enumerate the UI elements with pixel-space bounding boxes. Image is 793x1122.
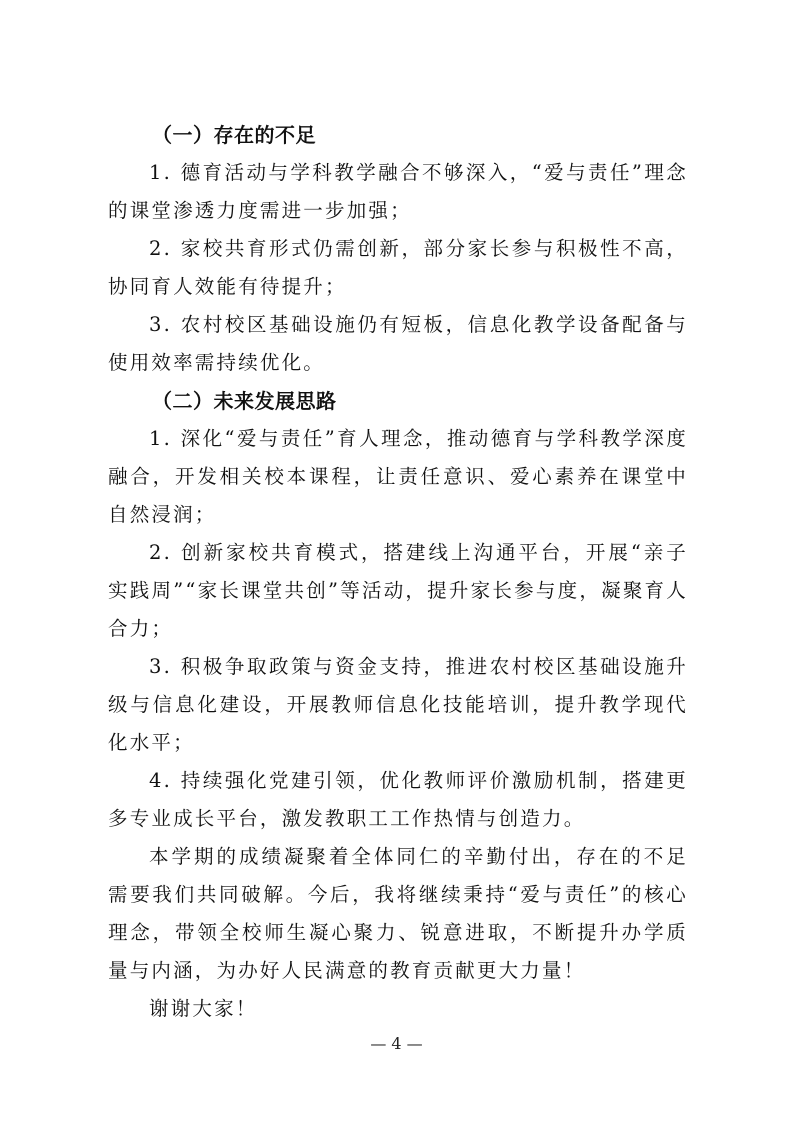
section-heading-shortcomings: （一）存在的不足 [152,123,316,147]
document-body [108,116,688,1028]
thanks-line: 谢谢大家！ [149,997,258,1020]
section-heading-future-plans: （二）未来发展思路 [152,389,337,413]
shortcoming-item-2: 2. 家校共育形式仍需创新，部分家长参与积极性不高，协同育人效能有待提升； [108,237,688,298]
plan-item-1: 1. 深化“爱与责任”育人理念，推动德育与学科教学深度融合，开发相关校本课程，让责任意识、爱心素养在课堂中自然浸润； [108,427,688,526]
plan-item-3: 3. 积极争取政策与资金支持，推进农村校区基础设施升级与信息化建设，开展教师信息化技能培训，提升教学现代化水平； [108,655,688,754]
closing-paragraph: 本学期的成绩凝聚着全体同仁的辛勤付出，存在的不足需要我们共同破解。今后，我将继续秉持“爱与责任”的核心理念，带领全校师生凝心聚力、锐意进取，不断提升办学质量与内涵，为办好人民满意的教育贡献更大力量！ [108,845,688,982]
plan-item-4: 4. 持续强化党建引领，优化教师评价激励机制，搭建更多专业成长平台，激发教职工工作热情与创造力。 [108,769,688,830]
shortcoming-item-1: 1. 德育活动与学科教学融合不够深入，“爱与责任”理念的课堂渗透力度需进一步加强； [108,161,688,222]
plan-item-2: 2. 创新家校共育模式，搭建线上沟通平台，开展“亲子实践周”“家长课堂共创”等活动，提升家长参与度，凝聚育人合力； [108,541,688,640]
shortcoming-item-3: 3. 农村校区基础设施仍有短板，信息化教学设备配备与使用效率需持续优化。 [108,313,688,374]
page-number: — 4 — [370,1034,423,1053]
